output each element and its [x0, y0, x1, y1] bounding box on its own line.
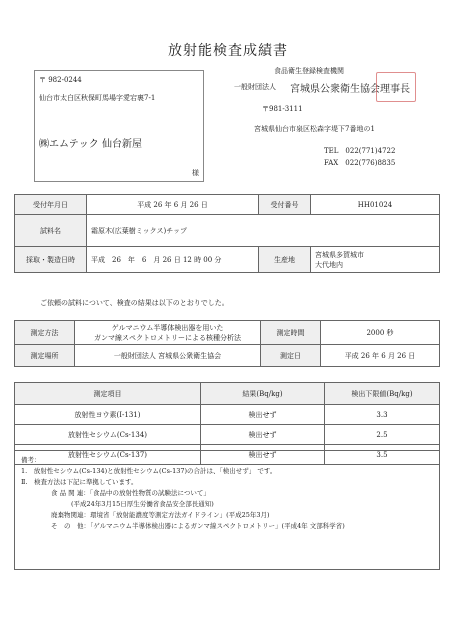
- place-label: 測定場所: [15, 345, 75, 367]
- receipt-number-label: 受付番号: [259, 195, 311, 215]
- origin-value: [311, 247, 440, 273]
- sample-name-label: 試料名: [15, 215, 87, 247]
- result-item: 放射性セシウム(Cs-134): [15, 425, 201, 445]
- recipient-postal: 〒 982-0244: [39, 76, 82, 84]
- origin-value-line2: 大代地内: [315, 260, 343, 269]
- date-value: 平成 26 年 6 月 26 日: [321, 345, 440, 367]
- result-limit: 3.3: [325, 405, 440, 425]
- table-row: [15, 425, 440, 445]
- recipient-address: 仙台市太白区秋保町馬場字愛宕裏7-1: [39, 94, 156, 102]
- method-value-line1: ゲルマニウム半導体検出器を用いた: [111, 323, 224, 332]
- page-title: 放射能検査成績書: [168, 43, 288, 59]
- method-label: 測定方法: [15, 321, 75, 345]
- issuer-address: 宮城県仙台市泉区松森字堤下7番地の1: [254, 125, 375, 133]
- issuer-registration: 食品衛生登録検査機関: [274, 67, 344, 75]
- result-value: 検出せず: [201, 405, 325, 425]
- table-row: [15, 405, 440, 425]
- notes-heading: 備考：: [21, 456, 41, 464]
- result-value: 検出せず: [201, 445, 325, 465]
- official-seal: [376, 72, 416, 102]
- received-label: 受付年月日: [15, 195, 87, 215]
- intro-text: ご依頼の試料について、検査の結果は以下のとおりでした。: [40, 299, 229, 307]
- notes-box: [14, 450, 440, 570]
- origin-label: 生産地: [259, 247, 311, 273]
- recipient-honorific: 様: [192, 169, 199, 177]
- received-value: 平成 26 年 6 月 26 日: [87, 195, 259, 215]
- origin-value-line1: 宮城県多賀城市: [315, 250, 364, 259]
- time-value: 2000 秒: [321, 321, 440, 345]
- result-limit: 3.5: [325, 445, 440, 465]
- note-1: 1. 放射性セシウム(Cs-134)と放射性セシウム(Cs-137)の合計は、「検出せず」 です。: [21, 467, 277, 475]
- receipt-number-value: HH01024: [311, 195, 440, 215]
- results-header-limit: 検出下限値(Bq/kg): [325, 383, 440, 405]
- sample-name-value: 霜原木(広葉樹ミックス)チップ: [87, 215, 440, 247]
- place-value: 一般財団法人 宮城県公衆衛生協会: [75, 345, 261, 367]
- recipient-name: ㈱エムテック 仙台新屋: [39, 139, 142, 150]
- note-5: 廃棄物関連：環境省「放射能濃度等測定方法ガイドライン」(平成25年3月): [51, 511, 270, 519]
- time-label: 測定時間: [261, 321, 321, 345]
- method-value-line2: ガンマ線スペクトロメトリーによる核種分析法: [94, 333, 241, 342]
- recipient-box: [34, 70, 204, 182]
- note-6: そ の 他：「ゲルマニウム半導体検出器によるガンマ線スペクトロメトリー」(平成4年 文部科学省): [51, 522, 345, 530]
- method-table: [14, 320, 440, 367]
- collected-label: 採取・製造日時: [15, 247, 87, 273]
- issuer-fax: FAX 022(776)8835: [324, 159, 396, 167]
- result-limit: 2.5: [325, 425, 440, 445]
- result-item: 放射性セシウム(Cs-137): [15, 445, 201, 465]
- date-label: 測定日: [261, 345, 321, 367]
- method-value: [75, 321, 261, 345]
- issuer-org-name: 宮城県公衆衛生協会理事長: [290, 84, 410, 95]
- collected-value: 平成 26 年 6 月 26 日 12 時 00 分: [87, 247, 259, 273]
- result-value: 検出せず: [201, 425, 325, 445]
- issuer-postal: 〒981-3111: [262, 105, 303, 113]
- note-2: Ⅱ. 検査方法は下記に準拠しています。: [21, 478, 138, 486]
- note-4: (平成24年3月15日厚生労働省食品安全部長通知): [71, 500, 214, 508]
- issuer-org-prefix: 一般財団法人: [234, 83, 276, 91]
- note-3: 食 品 関 連：「食品中の放射性物質の試験法について」: [51, 489, 210, 497]
- result-item: 放射性ヨウ素(I-131): [15, 405, 201, 425]
- results-header-result: 結果(Bq/kg): [201, 383, 325, 405]
- issuer-tel: TEL 022(771)4722: [324, 147, 396, 155]
- results-header-item: 測定項目: [15, 383, 201, 405]
- sample-table: [14, 194, 440, 273]
